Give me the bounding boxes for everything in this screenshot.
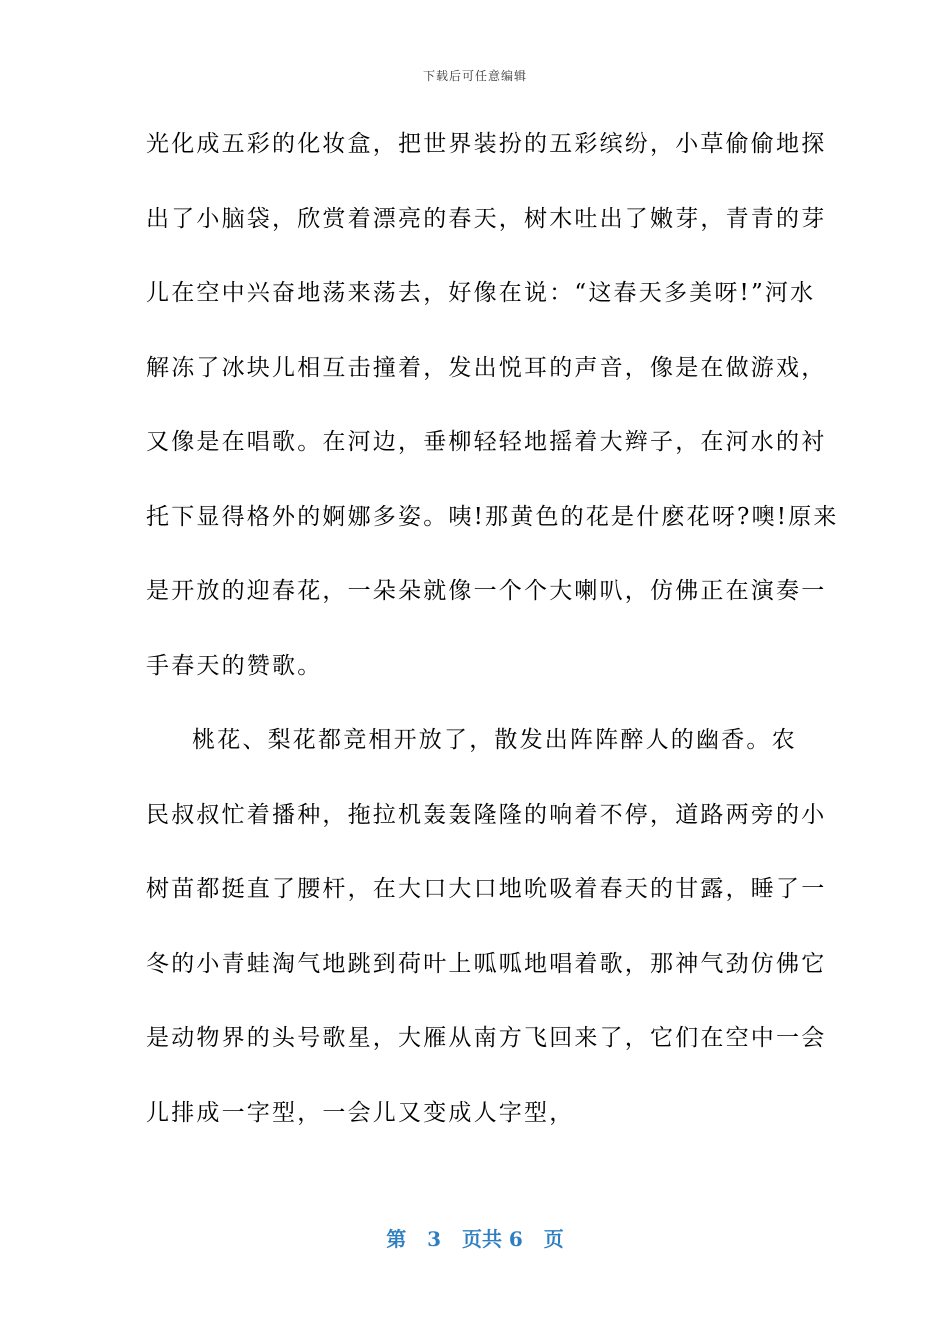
current-page-number: 3 [427,1227,442,1251]
total-pages-number: 6 [508,1227,523,1251]
text-line-2: 出了小脑袋，欣赏着漂亮的春天，树木吐出了嫩芽，青青的芽 [146,205,827,232]
header-note: 下载后可任意编辑 [422,69,527,83]
text-line-9: 桃花、梨花都竞相开放了，散发出阵阵醉人的幽香。农 [192,727,797,753]
page-number-footer [0,1225,950,1253]
text-line-12: 冬的小青蛙淘气地跳到荷叶上呱呱地唱着歌，那神气劲仿佛它 [146,950,827,977]
text-line-6: 托下显得格外的婀娜多姿。咦!那黄色的花是什麽花呀?噢!原来 [146,503,839,530]
text-line-5: 又像是在唱歌。在河边，垂柳轻轻地摇着大辫子，在河水的衬 [146,429,827,455]
document-body [146,118,839,1161]
text-line-10: 民叔叔忙着播种，拖拉机轰轰隆隆的响着不停，道路两旁的小 [146,801,827,828]
page-label-prefix: 第 [386,1227,407,1251]
text-line-4: 解冻了冰块儿相互击撞着，发出悦耳的声音，像是在做游戏， [146,354,827,381]
text-line-1: 光化成五彩的化妆盒，把世界装扮的五彩缤纷，小草偷偷地探 [146,131,827,157]
text-line-3: 儿在空中兴奋地荡来荡去，好像在说：“这春天多美呀!”河水 [146,280,816,306]
text-line-14: 儿排成一字型，一会儿又变成人字型， [146,1099,575,1126]
text-line-13: 是动物界的头号歌星，大雁从南方飞回来了，它们在空中一会 [146,1025,827,1051]
text-line-7: 是开放的迎春花，一朵朵就像一个个大喇叭，仿佛正在演奏一 [146,578,827,604]
page-label-suffix: 页 [543,1227,564,1251]
page-label-mid: 页共 [461,1227,502,1251]
text-line-11: 树苗都挺直了腰杆，在大口大口地吮吸着春天的甘露，睡了一 [146,876,827,902]
text-line-8: 手春天的赞歌。 [146,652,323,679]
